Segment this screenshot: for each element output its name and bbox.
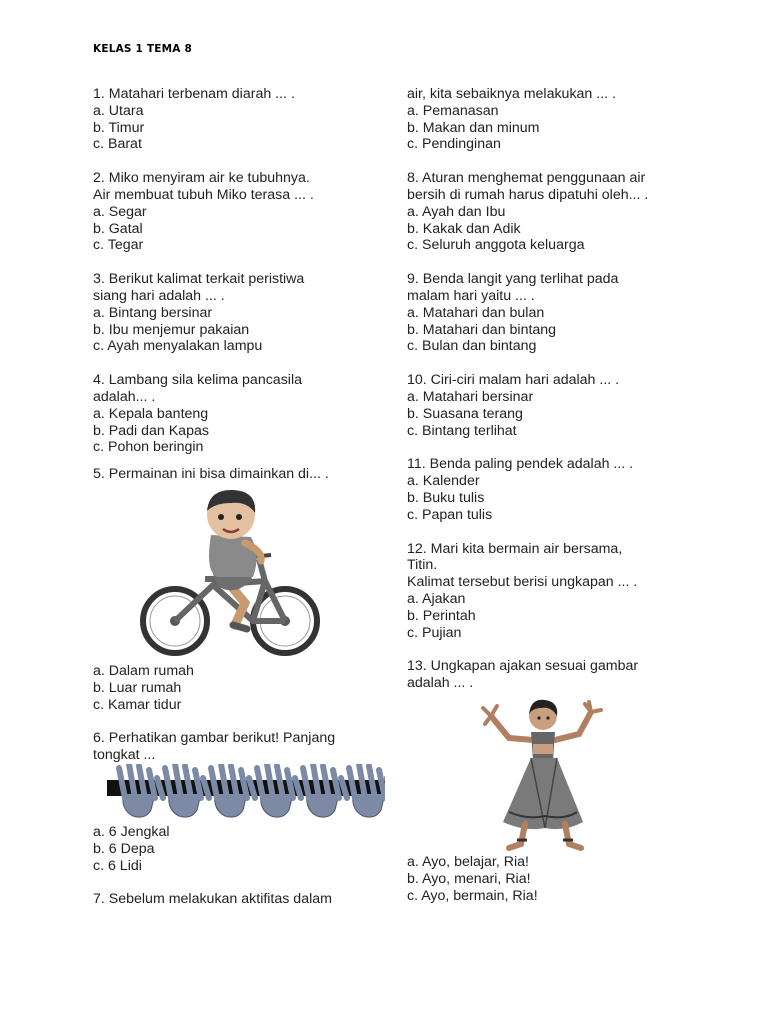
- option-b: b. Luar rumah: [93, 679, 182, 696]
- option-a: a. Kalender: [407, 473, 480, 490]
- option-a: a. Pemanasan: [407, 102, 499, 119]
- question-4: [93, 372, 393, 456]
- option-c: c. Pendinginan: [407, 136, 501, 153]
- option-b: b. Timur: [93, 119, 145, 136]
- option-a: a. Matahari bersinar: [407, 388, 534, 405]
- question-text: Air membuat tubuh Miko terasa ... .: [93, 186, 314, 203]
- option-a: a. Ayah dan Ibu: [407, 203, 506, 220]
- question-text: bersih di rumah harus dipatuhi oleh... .: [407, 186, 649, 203]
- option-a: a. Bintang bersinar: [93, 304, 213, 321]
- question-13: [407, 658, 707, 904]
- option-b: b. Gatal: [93, 220, 143, 237]
- question-2: [93, 170, 393, 254]
- option-c: c. Barat: [93, 136, 142, 153]
- dancing-girl-image: [473, 694, 613, 854]
- question-text: 1. Matahari terbenam diarah ... .: [93, 86, 295, 102]
- option-a: a. Segar: [93, 203, 147, 220]
- option-a: a. Ayo, belajar, Ria!: [407, 853, 529, 870]
- question-text: adalah... .: [93, 388, 156, 405]
- option-c: c. Papan tulis: [407, 506, 493, 523]
- question-text: 11. Benda paling pendek adalah ... .: [407, 456, 634, 473]
- question-text: Kalimat tersebut berisi ungkapan ... .: [407, 574, 638, 591]
- question-11: [407, 456, 707, 523]
- question-1: [93, 86, 393, 153]
- question-text: 7. Sebelum melakukan aktifitas dalam: [93, 891, 332, 908]
- hand-span-icon: [165, 764, 209, 817]
- question-5: [93, 466, 393, 713]
- option-c: c. 6 Lidi: [93, 857, 142, 874]
- question-text: 5. Permainan ini bisa dimainkan di... .: [93, 466, 329, 483]
- option-c: c. Tegar: [93, 237, 144, 254]
- option-c: c. Bintang terlihat: [407, 422, 517, 439]
- page-header: KELAS 1 TEMA 8: [93, 43, 192, 55]
- option-b: b. Padi dan Kapas: [93, 422, 209, 439]
- option-b: b. Makan dan minum: [407, 119, 540, 136]
- option-b: b. Ayo, menari, Ria!: [407, 870, 531, 887]
- option-b: b. Kakak dan Adik: [407, 220, 521, 237]
- left-column: [93, 86, 393, 908]
- hand-span-icon: [257, 764, 301, 817]
- option-c: c. Bulan dan bintang: [407, 338, 537, 355]
- question-text: 6. Perhatikan gambar berikut! Panjang: [93, 730, 336, 747]
- option-b: b. Suasana terang: [407, 405, 523, 422]
- option-c: c. Pohon beringin: [93, 439, 204, 456]
- question-text: malam hari yaitu ... .: [407, 287, 535, 304]
- option-a: a. Matahari dan bulan: [407, 304, 545, 321]
- question-9: [407, 271, 707, 355]
- question-text: air, kita sebaiknya melakukan ... .: [407, 86, 616, 102]
- question-text: 4. Lambang sila kelima pancasila: [93, 372, 302, 389]
- question-text: 3. Berikut kalimat terkait peristiwa: [93, 271, 305, 288]
- question-text: 2. Miko menyiram air ke tubuhnya.: [93, 170, 310, 187]
- option-a: a. Kepala banteng: [93, 405, 209, 422]
- option-b: b. 6 Depa: [93, 840, 155, 857]
- question-6: [93, 730, 393, 874]
- option-c: c. Kamar tidur: [93, 696, 182, 713]
- question-12: [407, 541, 707, 642]
- option-c: c. Ayo, bermain, Ria!: [407, 887, 538, 904]
- question-7-cont: [407, 86, 707, 153]
- question-text: 12. Mari kita bermain air bersama,: [407, 540, 623, 557]
- question-text: 8. Aturan menghemat penggunaan air: [407, 170, 646, 187]
- hand-span-icon: [211, 764, 255, 817]
- option-a: a. Ajakan: [407, 590, 466, 607]
- question-text: adalah ... .: [407, 675, 474, 692]
- option-b: b. Matahari dan bintang: [407, 321, 557, 338]
- option-c: c. Seluruh anggota keluarga: [407, 237, 585, 254]
- question-10: [407, 372, 707, 439]
- six-hand-spans-image: [107, 764, 385, 824]
- question-text: 9. Benda langit yang terlihat pada: [407, 271, 619, 288]
- question-text: Titin.: [407, 557, 438, 574]
- question-8: [407, 170, 707, 254]
- question-text: tongkat ...: [93, 747, 156, 764]
- option-c: c. Pujian: [407, 624, 462, 641]
- option-a: a. 6 Jengkal: [93, 823, 170, 840]
- hand-span-icon: [303, 764, 347, 817]
- option-a: a. Utara: [93, 102, 144, 119]
- option-a: a. Dalam rumah: [93, 662, 194, 679]
- hand-span-icon: [119, 764, 163, 817]
- right-column: [407, 86, 707, 904]
- option-b: b. Buku tulis: [407, 489, 485, 506]
- question-3: [93, 271, 393, 355]
- option-b: b. Ibu menjemur pakaian: [93, 321, 250, 338]
- option-b: b. Perintah: [407, 607, 476, 624]
- question-text: 10. Ciri-ciri malam hari adalah ... .: [407, 372, 620, 389]
- question-7-start: [93, 891, 393, 908]
- question-text: siang hari adalah ... .: [93, 287, 225, 304]
- option-c: c. Ayah menyalakan lampu: [93, 338, 263, 355]
- boy-on-bicycle-image: [135, 485, 325, 663]
- question-text: 13. Ungkapan ajakan sesuai gambar: [407, 658, 639, 675]
